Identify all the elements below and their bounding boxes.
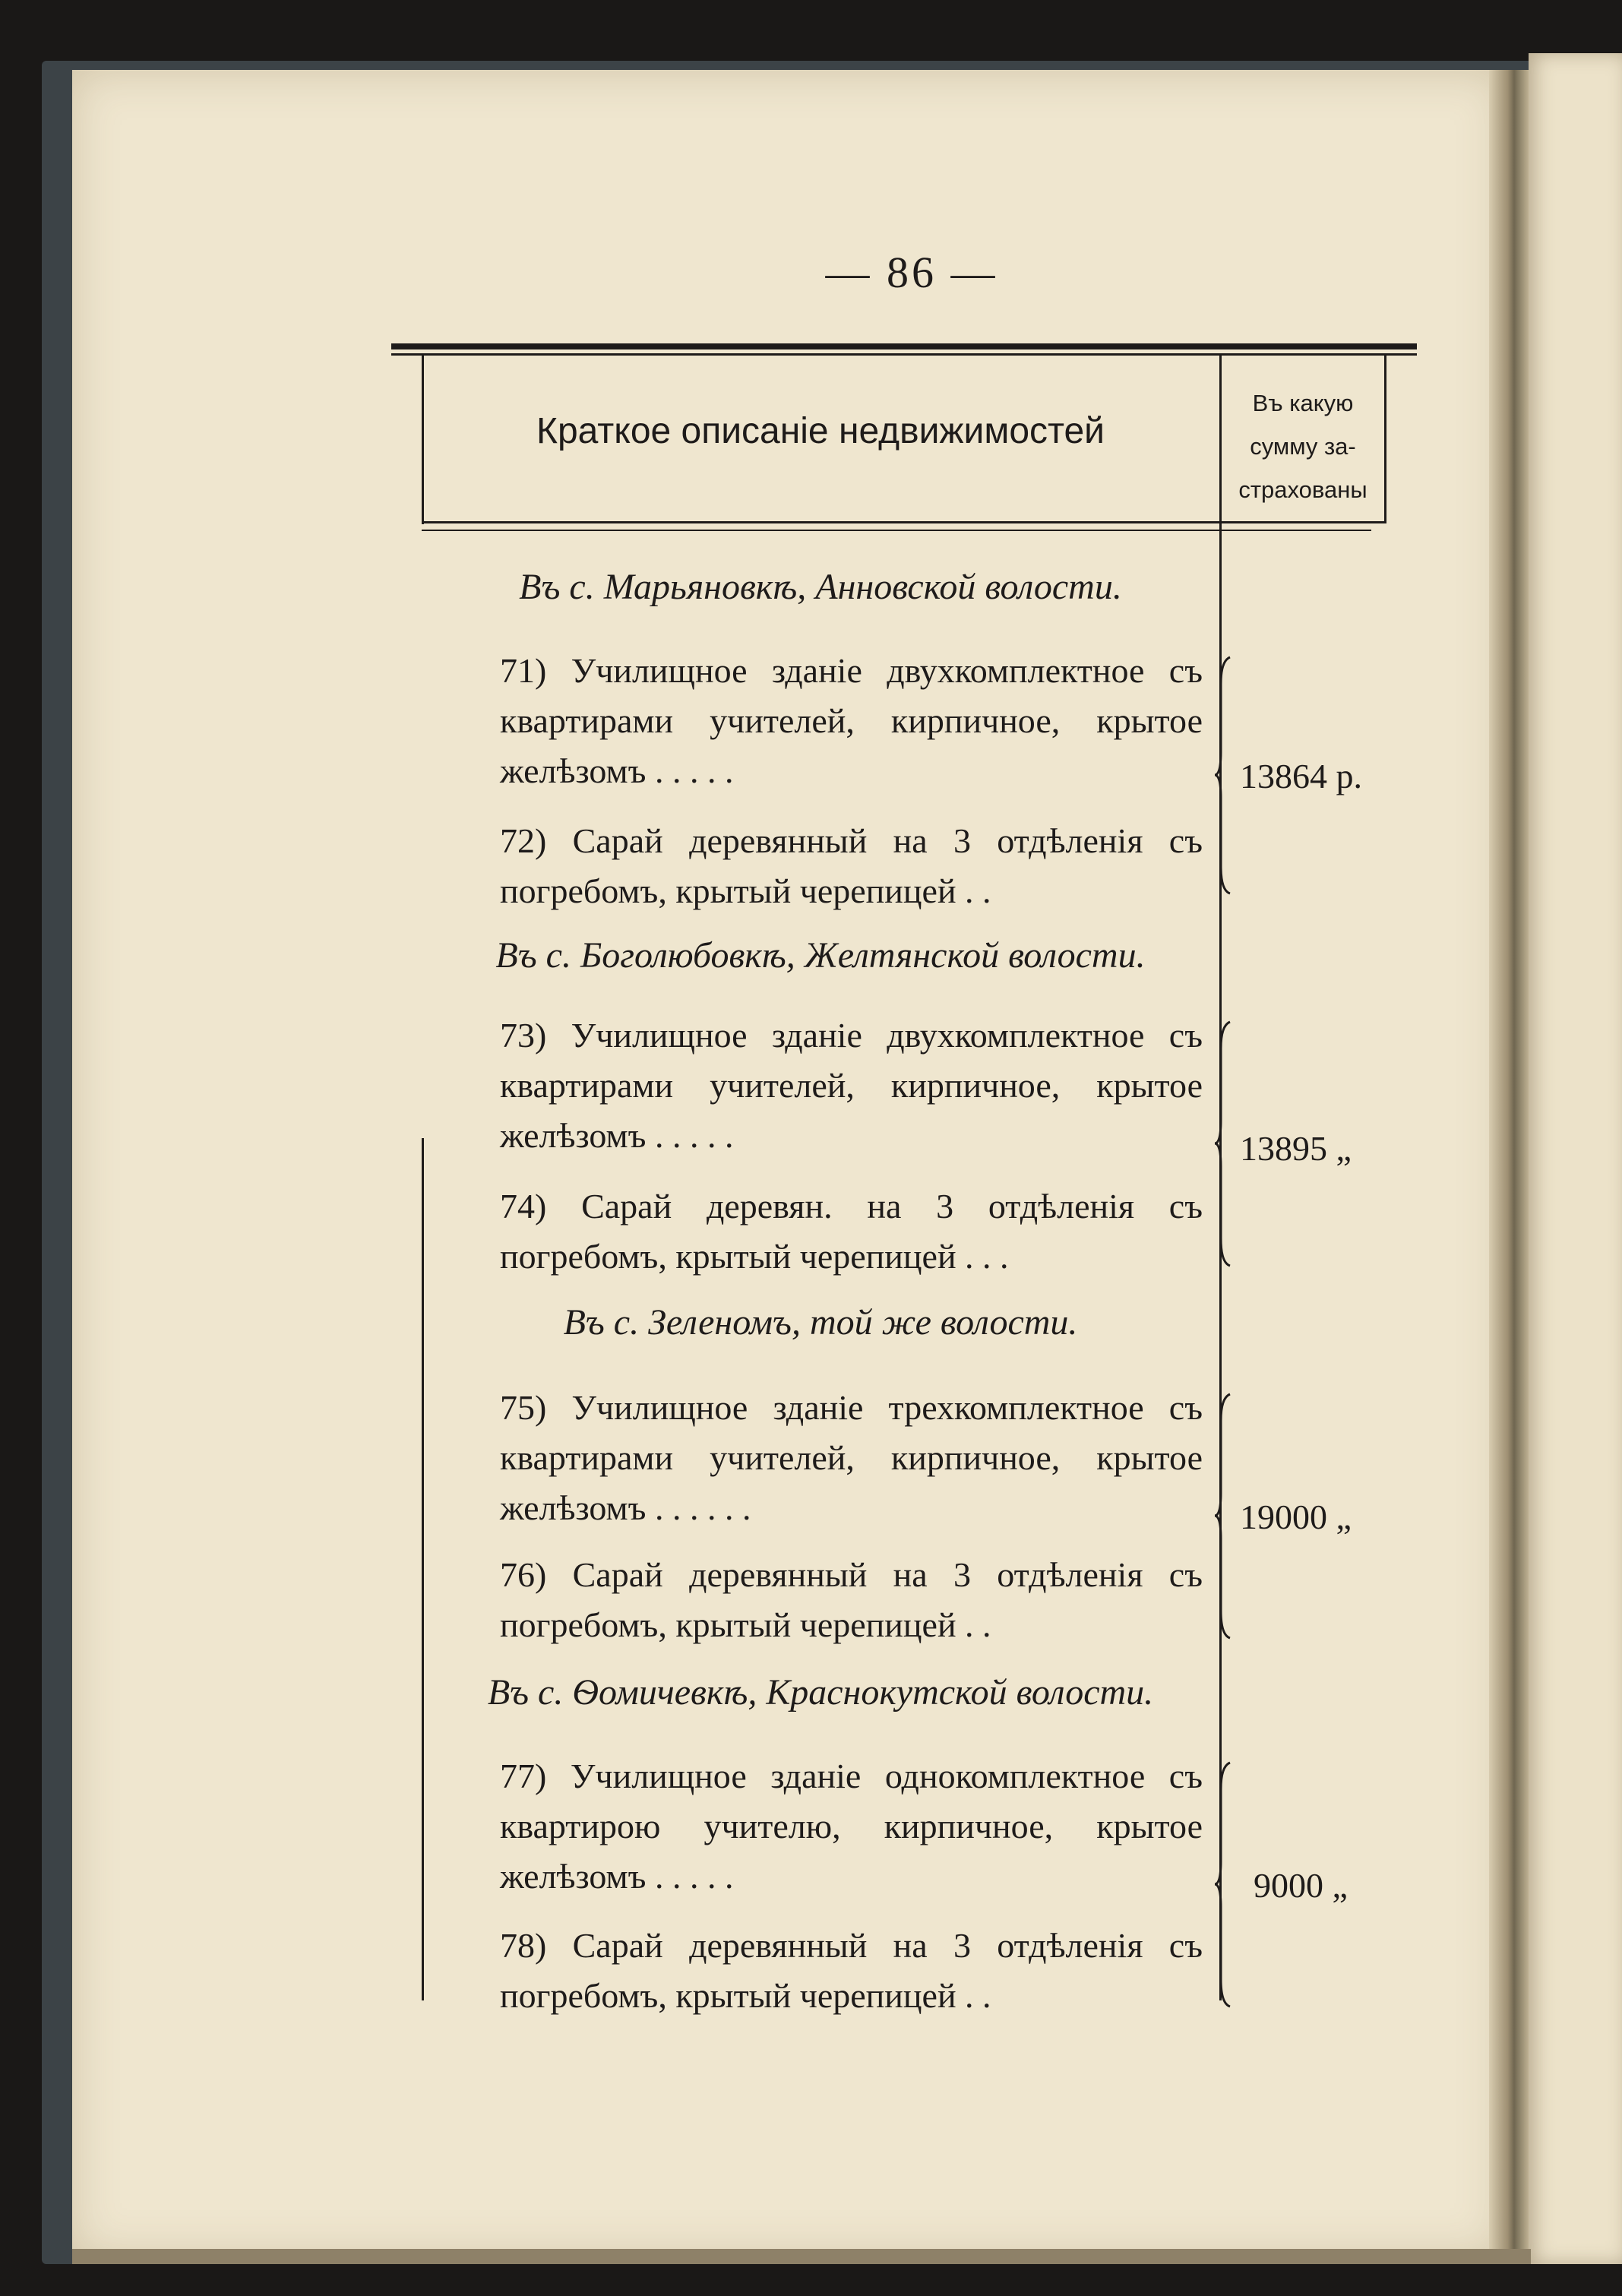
section-heading: Въ с. Боголюбовкѣ, Желтянской волости. — [495, 935, 1146, 976]
body-left-border — [422, 1138, 424, 2000]
header-rule-2 — [422, 530, 1371, 531]
page-bottom-edge — [72, 2249, 1531, 2264]
table-left-border — [422, 356, 424, 524]
section-heading: Въ с. Ѳомичевкѣ, Краснокутской волости. — [487, 1672, 1154, 1713]
list-item — [439, 1181, 1203, 1282]
right-page-edge — [1529, 53, 1622, 2264]
amount-value: 13864 р. — [1240, 757, 1362, 795]
list-item — [439, 1921, 1203, 2021]
amount-header-line-2: сумму за- — [1250, 433, 1356, 460]
column-header-amount — [1227, 381, 1379, 511]
item-text: 74) Сарай деревян. на 3 отдѣленія съ погребомъ, крытый черепицей . . . — [500, 1187, 1203, 1276]
item-text: 77) Училищное зданіе однокомплектное съ квартирою учителю, кирпичное, крытое желѣзомъ . . . . . — [500, 1757, 1203, 1896]
item-text: 76) Сарай деревянный на 3 отдѣленія съ погребомъ, крытый черепицей . . — [500, 1555, 1203, 1644]
list-item — [439, 1010, 1203, 1161]
list-item — [439, 1751, 1203, 1902]
list-item — [439, 1550, 1203, 1650]
top-rule-thin — [391, 353, 1417, 356]
amount-header-line-1: Въ какую — [1252, 390, 1354, 416]
brace-icon — [1213, 1390, 1236, 1641]
amount-value: 13895 „ — [1240, 1129, 1352, 1168]
page-number: — 86 — — [825, 248, 998, 297]
brace-icon — [1213, 653, 1236, 897]
amount-value: 19000 „ — [1240, 1497, 1352, 1536]
item-text: 78) Сарай деревянный на 3 отдѣленія съ погребомъ, крытый черепицей . . — [500, 1926, 1203, 2015]
section-heading: Въ с. Зеленомъ, той же волости. — [563, 1302, 1078, 1342]
brace-icon — [1213, 1018, 1236, 1269]
item-text: 71) Училищное зданіе двухкомплектное съ квартирами учителей, кирпичное, крытое желѣзомъ . . . . . — [500, 651, 1203, 790]
table-right-border — [1384, 356, 1386, 523]
list-item — [439, 646, 1203, 796]
header-rule-1 — [422, 521, 1386, 523]
item-text: 73) Училищное зданіе двухкомплектное съ квартирами учителей, кирпичное, крытое желѣзомъ . . . . . — [500, 1016, 1203, 1155]
brace-icon — [1213, 1759, 1236, 2010]
amount-header-line-3: страхованы — [1238, 476, 1367, 503]
book-gutter — [1489, 70, 1531, 2258]
column-header-description: Краткое описаніе недвижимостей — [536, 411, 1105, 451]
amount-value: 9000 „ — [1254, 1866, 1348, 1905]
section-heading: Въ с. Марьяновкѣ, Анновской волости. — [519, 567, 1122, 607]
list-item — [439, 1383, 1203, 1533]
list-item — [439, 816, 1203, 916]
item-text: 72) Сарай деревянный на 3 отдѣленія съ погребомъ, крытый черепицей . . — [500, 821, 1203, 910]
item-text: 75) Училищное зданіе трехкомплектное съ квартирами учителей, кирпичное, крытое желѣзомъ . . . . . . — [500, 1388, 1203, 1527]
top-rule-thick — [391, 343, 1417, 349]
